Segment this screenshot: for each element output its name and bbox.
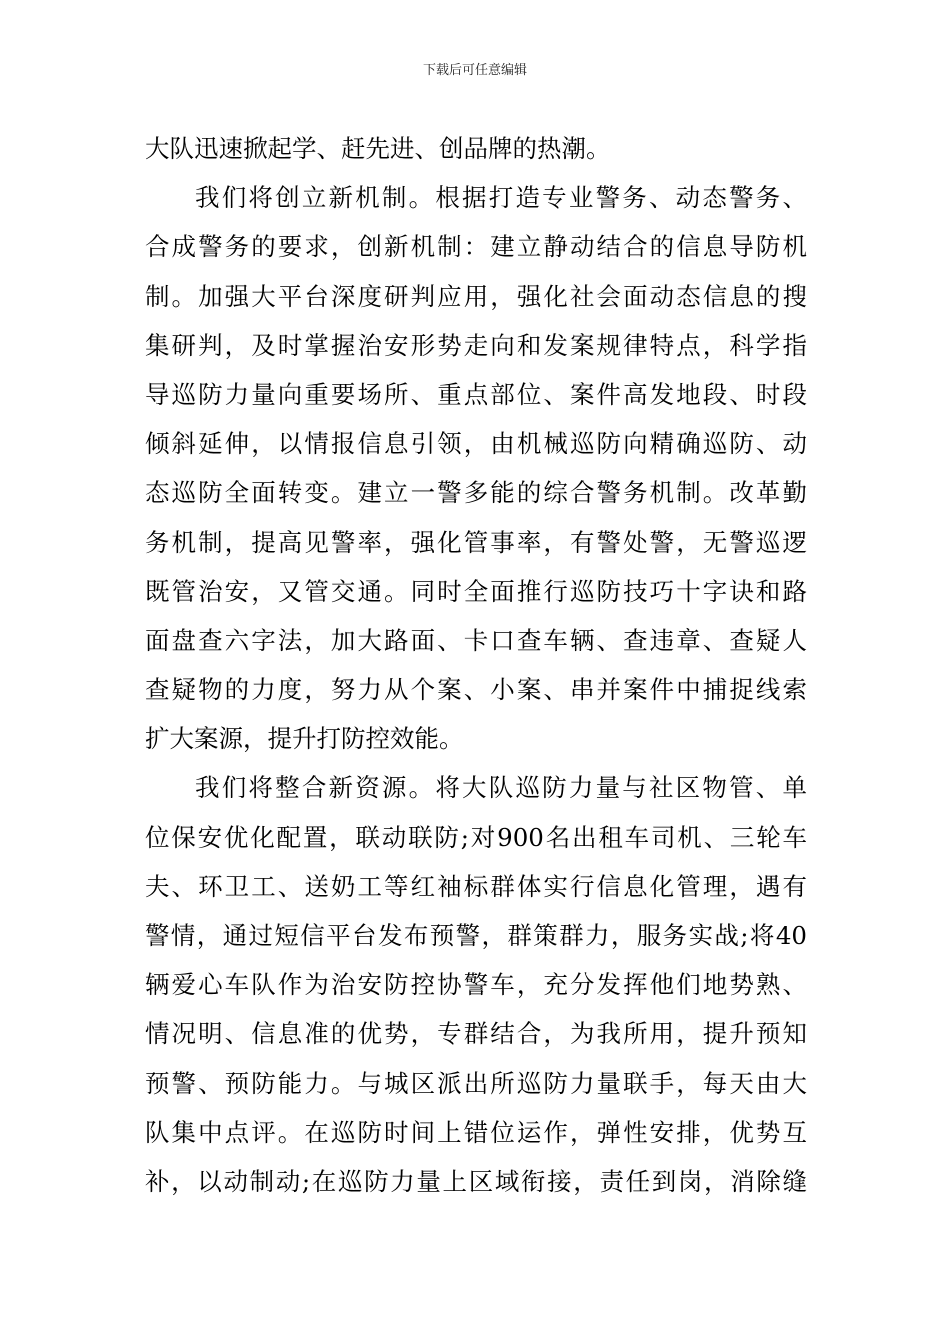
text-line: 既管治安，又管交通。同时全面推行巡防技巧十字诀和路 <box>145 576 807 606</box>
text-line: 查疑物的力度，努力从个案、小案、串并案件中捕捉线索 <box>145 675 807 705</box>
text-line: 倾斜延伸，以情报信息引领，由机械巡防向精确巡防、动 <box>145 429 807 459</box>
document-body <box>145 124 807 1206</box>
text-line: 导巡防力量向重要场所、重点部位、案件高发地段、时段 <box>145 379 807 409</box>
text-line: 夫、环卫工、送奶工等红袖标群体实行信息化管理，遇有 <box>145 871 807 901</box>
text-line: 制。加强大平台深度研判应用，强化社会面动态信息的搜 <box>145 281 807 311</box>
text-line: 预警、预防能力。与城区派出所巡防力量联手，每天由大 <box>145 1068 807 1098</box>
text-line: 扩大案源，提升打防控效能。 <box>145 724 464 754</box>
text-line: 警情，通过短信平台发布预警，群策群力，服务实战;将40 <box>145 921 807 950</box>
text-line: 面盘查六字法，加大路面、卡口查车辆、查违章、查疑人 <box>145 625 807 655</box>
text-line: 集研判，及时掌握治安形势走向和发案规律特点，科学指 <box>145 330 807 360</box>
text-line: 大队迅速掀起学、赶先进、创品牌的热潮。 <box>145 134 611 163</box>
text-line: 补，以动制动;在巡防力量上区域衔接，责任到岗，消除缝 <box>145 1166 807 1196</box>
text-line: 我们将创立新机制。根据打造专业警务、动态警务、 <box>195 183 807 213</box>
text-line: 位保安优化配置，联动联防;对900名出租车司机、三轮车 <box>145 822 807 852</box>
page-header-note: 下载后可任意编辑 <box>422 63 527 78</box>
text-line: 态巡防全面转变。建立一警多能的综合警务机制。改革勤 <box>145 478 807 508</box>
text-line: 辆爱心车队作为治安防控协警车，充分发挥他们地势熟、 <box>145 970 807 1000</box>
text-line: 务机制，提高见警率，强化管事率，有警处警，无警巡逻 <box>145 527 807 557</box>
text-line: 队集中点评。在巡防时间上错位运作，弹性安排，优势互 <box>145 1117 807 1147</box>
text-line: 情况明、信息准的优势，专群结合，为我所用，提升预知 <box>145 1019 807 1049</box>
text-line: 我们将整合新资源。将大队巡防力量与社区物管、单 <box>195 773 807 803</box>
text-line: 合成警务的要求，创新机制：建立静动结合的信息导防机 <box>145 232 807 262</box>
